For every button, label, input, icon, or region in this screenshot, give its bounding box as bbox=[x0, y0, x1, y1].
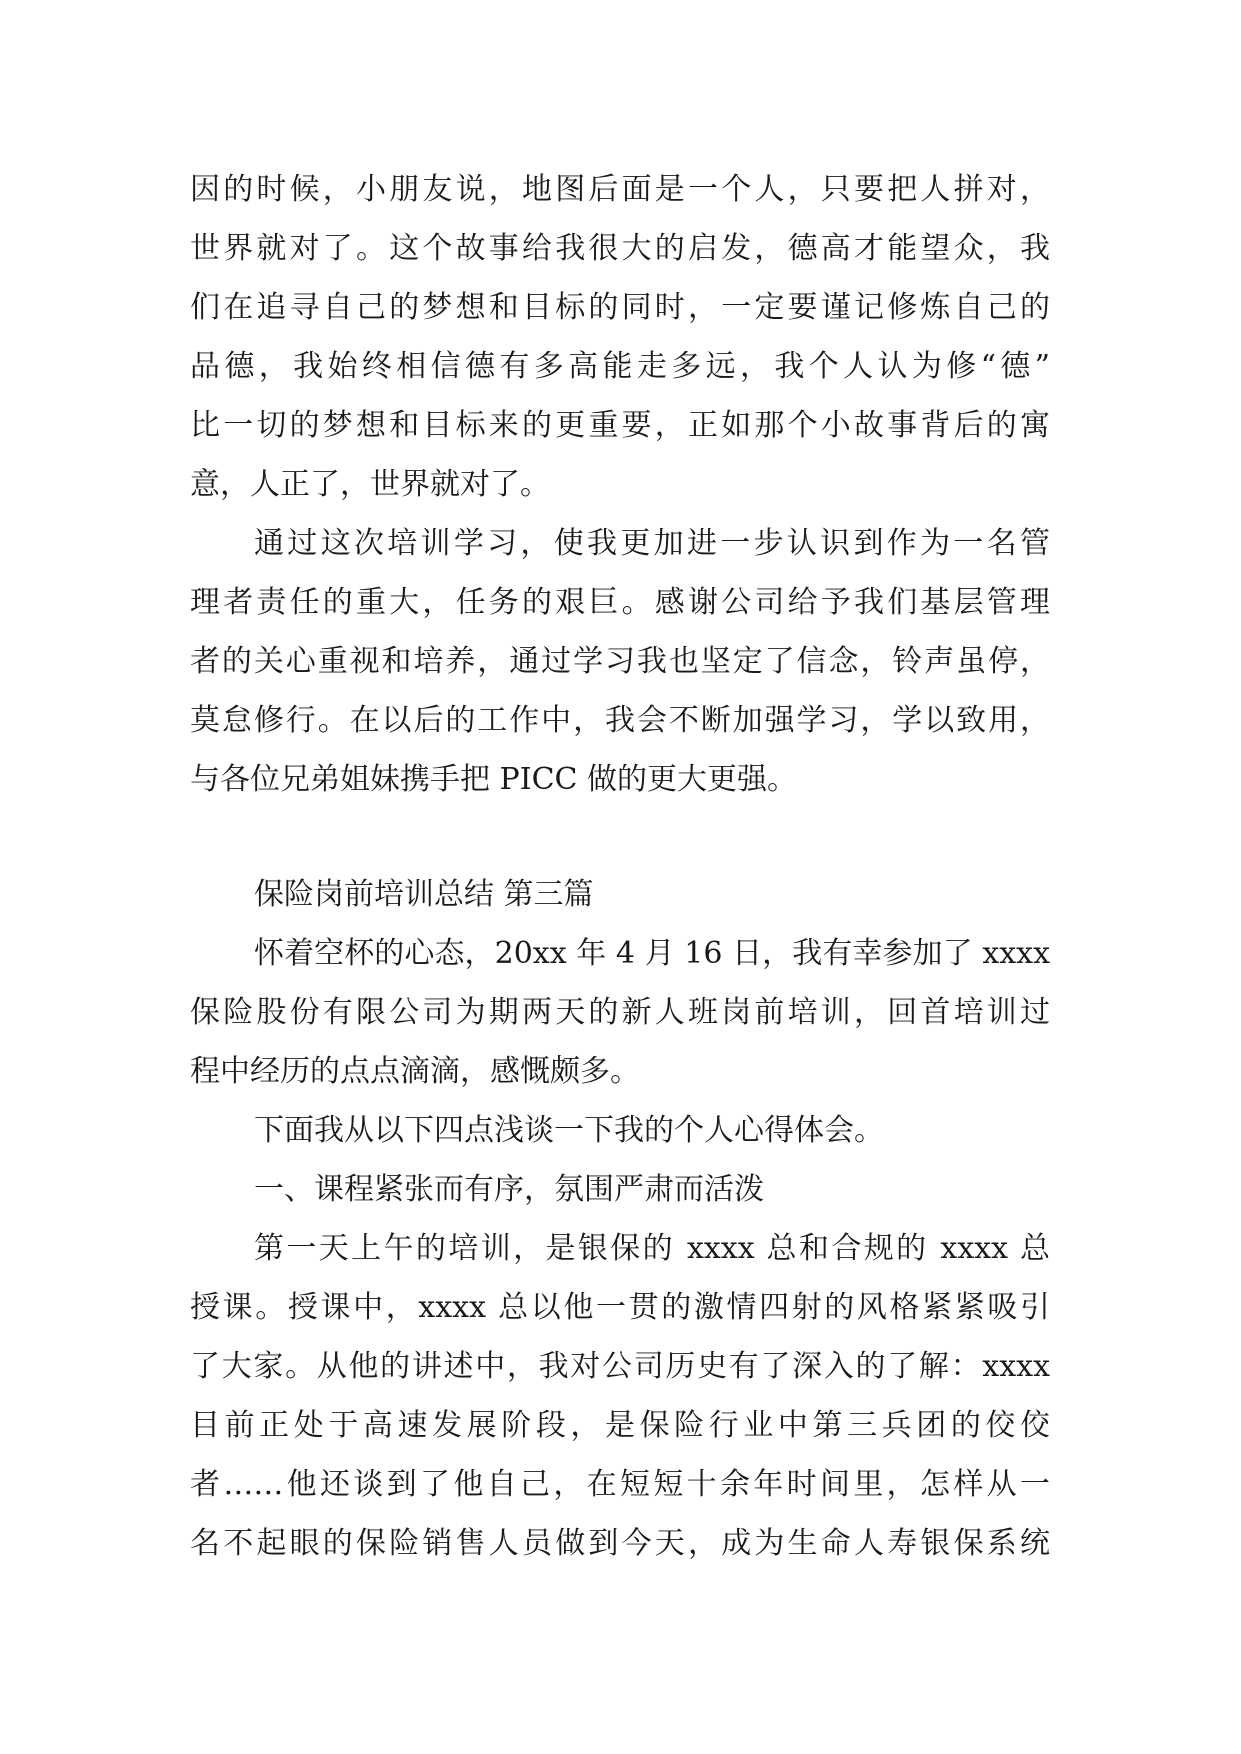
text-line: 下面我从以下四点浅谈一下我的个人心得体会。 bbox=[254, 1113, 884, 1148]
text-line: 第一天上午的培训，是银保的 xxxx 总和合规的 xxxx 总 bbox=[254, 1231, 1050, 1266]
text-line: 因的时候，小朋友说，地图后面是一个人，只要把人拼对， bbox=[190, 172, 1050, 207]
text-line: 者的关心重视和培养，通过学习我也坚定了信念，铃声虽停， bbox=[190, 644, 1050, 679]
text-line: 程中经历的点点滴滴，感慨颇多。 bbox=[190, 1054, 640, 1089]
text-line: 了大家。从他的讲述中，我对公司历史有了深入的了解：xxxx bbox=[190, 1349, 1050, 1384]
section-gap bbox=[190, 809, 1050, 865]
text-line: 世界就对了。这个故事给我很大的启发，德高才能望众，我 bbox=[190, 231, 1050, 266]
section-heading: 保险岗前培训总结 第三篇 bbox=[254, 877, 594, 912]
text-line: 比一切的梦想和目标来的更重要，正如那个小故事背后的寓 bbox=[190, 408, 1050, 443]
document-body bbox=[190, 160, 1050, 1573]
subheading: 一、课程紧张而有序，氛围严肃而活泼 bbox=[254, 1172, 764, 1207]
text-line: 莫怠修行。在以后的工作中，我会不断加强学习，学以致用， bbox=[190, 703, 1050, 738]
text-line: 授课。授课中，xxxx 总以他一贯的激情四射的风格紧紧吸引 bbox=[190, 1290, 1050, 1325]
text-line: 保险股份有限公司为期两天的新人班岗前培训，回首培训过 bbox=[190, 995, 1050, 1030]
text-line: 品德，我始终相信德有多高能走多远，我个人认为修“德” bbox=[190, 349, 1050, 384]
text-line: 名不起眼的保险销售人员做到今天，成为生命人寿银保系统 bbox=[190, 1526, 1050, 1561]
text-line: 目前正处于高速发展阶段，是保险行业中第三兵团的佼佼 bbox=[190, 1408, 1050, 1443]
text-line: 者……他还谈到了他自己，在短短十余年时间里，怎样从一 bbox=[190, 1467, 1050, 1502]
text-line: 意，人正了，世界就对了。 bbox=[190, 467, 550, 502]
text-line: 通过这次培训学习，使我更加进一步认识到作为一名管 bbox=[254, 526, 1050, 561]
text-line: 理者责任的重大，任务的艰巨。感谢公司给予我们基层管理 bbox=[190, 585, 1050, 620]
text-line: 怀着空杯的心态，20xx 年 4 月 16 日，我有幸参加了 xxxx bbox=[254, 936, 1050, 971]
text-line: 们在追寻自己的梦想和目标的同时，一定要谨记修炼自己的 bbox=[190, 290, 1050, 325]
text-line: 与各位兄弟姐妹携手把 PICC 做的更大更强。 bbox=[190, 762, 798, 797]
